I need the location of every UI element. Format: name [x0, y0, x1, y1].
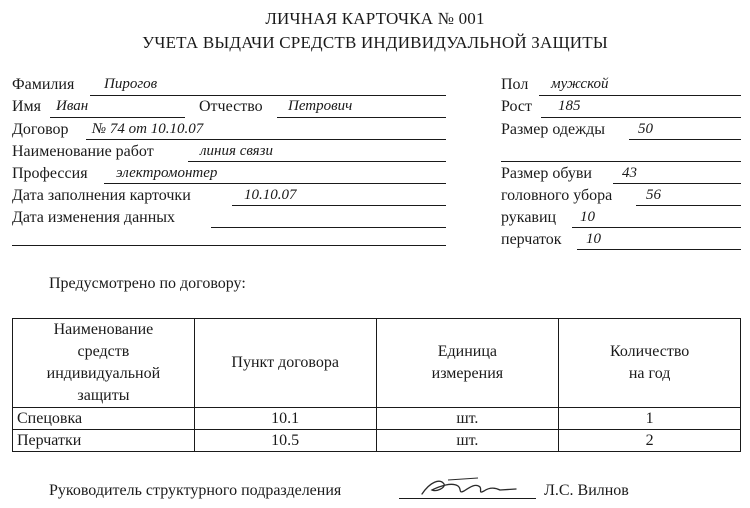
work-name-value: линия связи — [200, 143, 274, 159]
table-row — [13, 430, 741, 452]
clothing-size-label: Размер одежды — [501, 121, 606, 138]
section-title: Предусмотрено по договору: — [49, 275, 246, 292]
items-table — [12, 318, 741, 452]
headwear-label: головного убора — [501, 187, 613, 204]
blank-line — [501, 161, 741, 162]
height-label: Рост — [501, 98, 532, 115]
mittens-line — [572, 227, 741, 228]
header-unit-line: Единица — [437, 343, 497, 360]
row-clause: 10.5 — [194, 430, 376, 452]
change-date-line-2 — [12, 245, 446, 246]
card-title: ЛИЧНАЯ КАРТОЧКА № 001 — [265, 9, 485, 28]
header-unit — [376, 319, 559, 408]
shoe-size-line — [613, 183, 741, 184]
signature-image — [418, 474, 536, 500]
shoe-size-value: 43 — [622, 165, 637, 181]
signer-name: Л.С. Вилнов — [544, 482, 629, 499]
header-clause: Пункт договора — [194, 319, 376, 408]
name-label: Имя — [12, 98, 42, 115]
work-name-line — [188, 161, 446, 162]
contract-line — [86, 139, 446, 140]
card-subtitle: УЧЕТА ВЫДАЧИ СРЕДСТВ ИНДИВИДУАЛЬНОЙ ЗАЩИТЫ — [142, 33, 608, 52]
profession-label: Профессия — [12, 165, 88, 182]
table-header-row — [13, 319, 741, 408]
footer-label: Руководитель структурного подразделения — [49, 482, 342, 499]
row-qty: 2 — [559, 430, 741, 452]
gender-label: Пол — [501, 76, 529, 93]
header-qty — [559, 319, 741, 408]
mittens-label: рукавиц — [501, 209, 557, 226]
header-unit-line: измерения — [431, 365, 504, 382]
gender-value: мужской — [551, 76, 609, 92]
height-value: 185 — [558, 98, 581, 114]
contract-value: № 74 от 10.10.07 — [92, 121, 204, 137]
fill-date-line — [232, 205, 446, 206]
clothing-size-value: 50 — [638, 121, 653, 137]
name-line — [50, 117, 185, 118]
work-name-label: Наименование работ — [12, 143, 154, 160]
profession-value: электромонтер — [116, 165, 218, 181]
table-row — [13, 408, 741, 430]
change-date-line — [211, 227, 446, 228]
clothing-size-line — [629, 139, 741, 140]
gloves-value: 10 — [586, 231, 601, 247]
fill-date-label: Дата заполнения карточки — [12, 187, 191, 204]
header-qty-line: на год — [628, 365, 671, 382]
height-line — [541, 117, 741, 118]
gender-line — [539, 95, 741, 96]
row-unit: шт. — [376, 408, 559, 430]
name-value: Иван — [56, 98, 89, 114]
header-qty-line: Количество — [609, 343, 690, 360]
gloves-line — [577, 249, 741, 250]
contract-label: Договор — [12, 121, 69, 138]
surname-line — [90, 95, 446, 96]
headwear-line — [636, 205, 741, 206]
surname-value: Пирогов — [104, 76, 158, 92]
header-name-line: средств — [77, 343, 130, 360]
header-name-line: защиты — [77, 387, 130, 404]
header-name — [13, 319, 195, 408]
shoe-size-label: Размер обуви — [501, 165, 592, 182]
profession-line — [104, 183, 446, 184]
row-unit: шт. — [376, 430, 559, 452]
row-name: Спецовка — [13, 408, 195, 430]
patronymic-label: Отчество — [199, 98, 263, 115]
patronymic-line — [277, 117, 446, 118]
patronymic-value: Петрович — [288, 98, 353, 114]
mittens-value: 10 — [580, 209, 595, 225]
header-name-line: индивидуальной — [46, 365, 161, 382]
fill-date-value: 10.10.07 — [244, 187, 297, 203]
header-name-line: Наименование — [53, 321, 154, 338]
surname-label: Фамилия — [12, 76, 75, 93]
row-name: Перчатки — [13, 430, 195, 452]
row-clause: 10.1 — [194, 408, 376, 430]
headwear-value: 56 — [646, 187, 661, 203]
change-date-label: Дата изменения данных — [12, 209, 176, 226]
gloves-label: перчаток — [501, 231, 562, 248]
row-qty: 1 — [559, 408, 741, 430]
